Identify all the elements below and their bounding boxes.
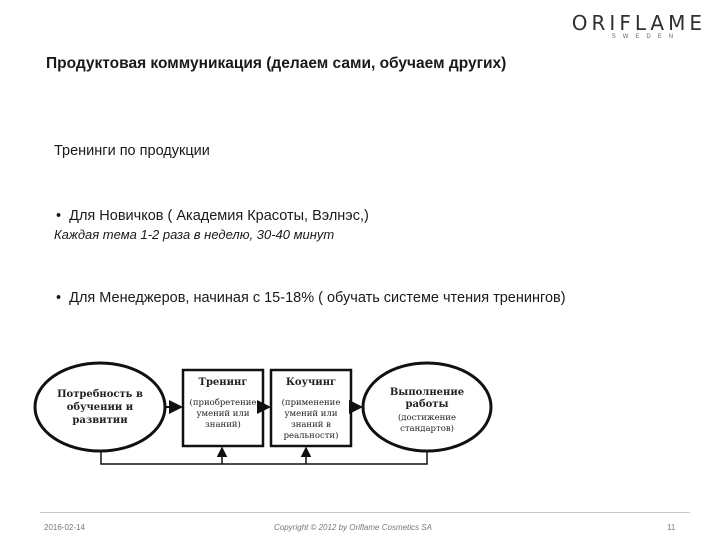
training-sub-3: знаний) [205, 420, 241, 430]
bullet-marker: • [56, 208, 62, 224]
footer-copyright: Copyright © 2012 by Oriflame Cosmetics SA [274, 523, 432, 532]
section-heading: Тренинги по продукции [54, 143, 210, 159]
frequency-note: Каждая тема 1-2 раза в неделю, 30-40 минут [54, 227, 335, 242]
need-line-2: обучении и [66, 402, 134, 413]
need-line-3: развитии [72, 415, 128, 426]
coaching-title: Коучинг [285, 377, 337, 388]
footer-date: 2016-02-14 [44, 523, 85, 532]
footer-divider [40, 512, 690, 513]
result-line-2: работы [405, 399, 449, 410]
coaching-sub-1: (применение [281, 398, 341, 408]
result-sub-2: стандартов) [400, 424, 454, 434]
bullet-text: Для Менеджеров, начиная с 15-18% ( обучать системе чтения тренингов) [69, 290, 566, 306]
coaching-sub-3: знаний в [291, 420, 331, 430]
logo-subline: SWEDEN [611, 34, 681, 40]
result-sub-1: (достижение [397, 413, 457, 423]
coaching-sub-2: умений или [284, 409, 338, 419]
feedback-loop-line [101, 451, 427, 464]
coaching-sub-4: реальности) [283, 431, 339, 441]
bullet-text: Для Новичков ( Академия Красоты, Вэлнэс,) [69, 208, 369, 224]
page-number: 11 [667, 523, 676, 532]
need-line-1: Потребность в [57, 389, 143, 400]
slide-title: Продуктовая коммуникация (делаем сами, обучаем других) [46, 55, 507, 72]
bullet-marker: • [56, 290, 62, 306]
logo-wordmark: ORIFLAME [571, 11, 706, 35]
result-line-1: Выполнение [389, 387, 465, 398]
training-title: Тренинг [198, 377, 248, 388]
training-sub-2: умений или [196, 409, 250, 419]
training-sub-1: (приобретение [189, 398, 257, 408]
